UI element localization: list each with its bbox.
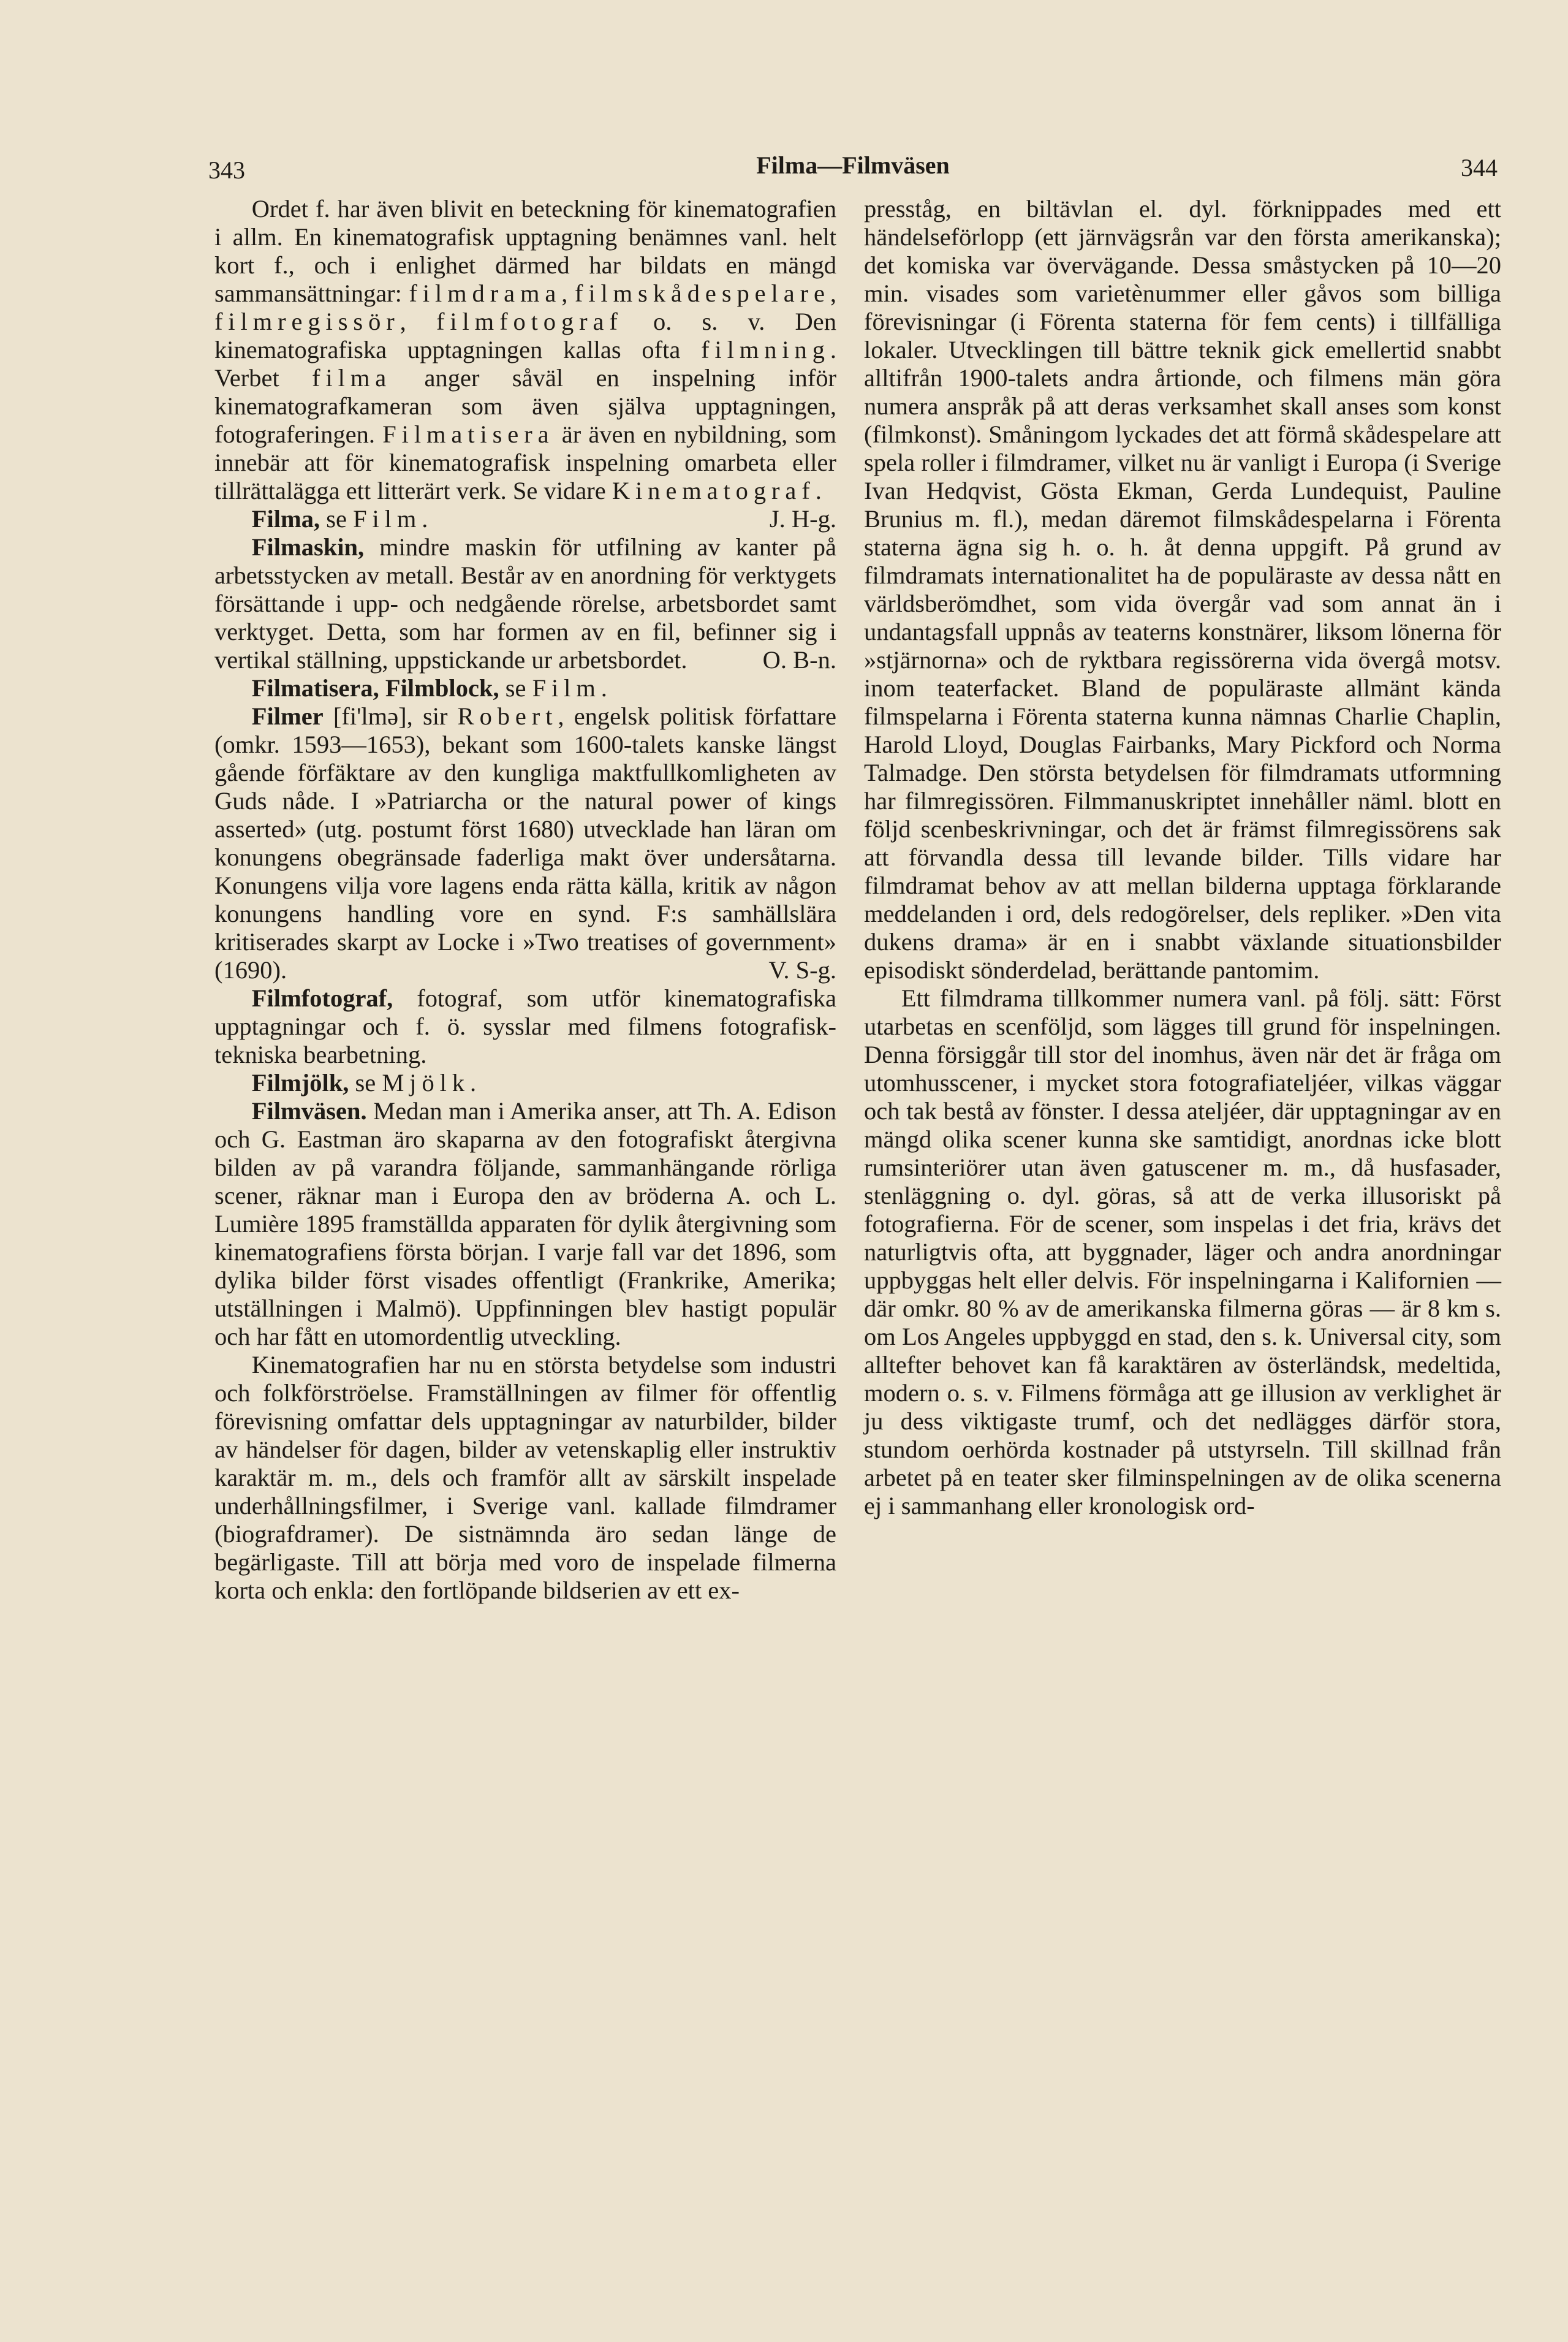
entry-filmaskin bbox=[214, 533, 836, 674]
entry-headword: Filmaskin, bbox=[251, 533, 365, 561]
author-signature: J. H-g. bbox=[769, 505, 836, 533]
entry-headword: Filmer bbox=[251, 702, 324, 730]
text: se bbox=[499, 674, 532, 702]
entry-filmatisera bbox=[214, 674, 836, 702]
paragraph-film-usage bbox=[214, 195, 837, 533]
text: . bbox=[815, 477, 822, 504]
entry-headword: Filmatisera, Filmblock, bbox=[251, 674, 499, 702]
spaced-term: filma bbox=[312, 364, 392, 392]
spaced-name: Robert bbox=[457, 702, 558, 730]
author-signature: V. S-g. bbox=[768, 956, 836, 984]
text: mindre maskin för utfilning av kanter på arbetsstycken av metall. Består av en anordning för verktygets försättande i upp- och nedgående rörelse, arbetsbordet samt verktyget. Detta, som har formen av en fil, befinner sig i vertikal ställning, uppstickande ur arbetsbordet. bbox=[214, 533, 836, 674]
entry-filmer bbox=[214, 702, 836, 984]
cross-reference: Film bbox=[532, 674, 601, 702]
right-column bbox=[864, 195, 1501, 1520]
text: se bbox=[320, 505, 354, 533]
entry-headword: Filmväsen. bbox=[251, 1097, 367, 1125]
page-number-left: 343 bbox=[208, 156, 245, 184]
author-signature: O. B-n. bbox=[762, 646, 836, 674]
entry-filmfotograf bbox=[214, 984, 836, 1069]
text: anger såväl en inspelning inför kinematografkameran som även själva upptagningen, fotograferingen. bbox=[214, 364, 836, 448]
text: , bbox=[830, 279, 836, 307]
entry-filmjolk bbox=[214, 1069, 836, 1097]
text: fotograf, som utför kinematografiska upptagningar och f. ö. sysslar med filmens fotografisk-tekniska bearbetning. bbox=[214, 984, 836, 1068]
text: . Verbet bbox=[214, 336, 836, 392]
cross-reference: Mjölk bbox=[382, 1069, 470, 1097]
text: , bbox=[400, 308, 436, 335]
entry-headword: Filma, bbox=[251, 505, 320, 533]
text: Kinematografien har nu en största betydelse som industri och folkförströelse. Framställningen av filmer för offentlig förevisning omfattar dels upptagningar av naturbilder, bilder av händelser för dagen, bilder av vetenskaplig eller instruktiv karaktär m. m., dels och framför allt av särskilt inspelade underhållningsfilmer, i Sverige vanl. kallade filmdramer (biografdramer). De sistnämnda äro sedan länge de begärligaste. Till att börja med voro de inspelade filmerna korta och enkla: den fortlöpande bildserien av ett ex- bbox=[214, 1351, 836, 1604]
spaced-term: Kinematograf bbox=[612, 477, 816, 504]
paragraph-continuation: presståg, en biltävlan el. dyl. förknippades med ett händelseförlopp (ett järnvägsrån var den första amerikanska); det komiska var övervägande. Dessa småstycken på 10—20 min. visades som varietènummer eller gåvos som billiga förevisningar (i Förenta staterna för fem cents) i tillfälliga lokaler. Utvecklingen till bättre teknik gick emellertid snabbt alltifrån 1900-talets andra årtionde, och filmens män göra numera anspråk på att deras verksamhet skall anses som konst (filmkonst). Småningom lyckades det att förmå skådespelare att spela roller i filmdramer, vilket nu är vanligt i Europa (i Sverige Ivan Hedqvist, Gösta Ekman, Gerda Lundequist, Pauline Brunius m. fl.), medan däremot filmskådespelarna i Förenta staterna ägna sig h. o. h. åt denna uppgift. På grund av filmdramats internationalitet ha de populäraste av dessa nått en världsberömdhet, som vida övergår vad som annat än i undantagsfall uppnås av teaterns konstnärer, liksom lönerna för »stjärnorna» och de ryktbara regissörerna vida övergå motsv. inom teaterfacket. Bland de populäraste allmänt kända filmspelarna i Förenta staterna kunna nämnas Charlie Chaplin, Harold Lloyd, Douglas Fairbanks, Mary Pickford och Norma Talmadge. Den största betydelsen för filmdramats utformning har filmregissören. Filmmanuskriptet innehåller näml. blott en följd scenbeskrivningar, och det är främst filmregissörens sak att förvandla dessa till levande bilder. Tills vidare har filmdramat behov av att mellan bilderna upptaga förklarande meddelanden i ord, dels redogörelser, dels repliker. »Den vita dukens drama» är en i snabbt växlande situationsbilder episodiskt sönderdelad, berättande pantomim. bbox=[864, 195, 1501, 984]
running-title: Filma—Filmväsen bbox=[756, 151, 950, 179]
paragraph-kinematografien bbox=[214, 1351, 836, 1605]
entry-headword: Filmjölk, bbox=[251, 1069, 349, 1097]
entry-filmvasen bbox=[214, 1097, 836, 1351]
text: o. s. v. Den kinematografiska upptagningen kallas ofta bbox=[214, 308, 837, 363]
spaced-term: filmregissör bbox=[214, 308, 400, 335]
paragraph-filmdrama-production: Ett filmdrama tillkommer numera vanl. på följ. sätt: Först utarbetas en scenföljd, som lägges till grund för inspelningen. Denna försiggår till stor del inomhus, även när det är fråga om utomhusscener, i mycket stora fotografiateljéer, vilkas väggar och tak bestå av fönster. I dessa ateljéer, där upptagningar av en mängd olika scener kunna ske samtidigt, anordnas icke blott rumsinteriörer utan även gatuscener m. m., då husfasader, stenläggning o. dyl. göras, så att de verka illusoriskt på fotografierna. För de scener, som inspelas i det fria, krävs det naturligtvis ofta, att byggnader, läger och andra anordningar uppbyggas helt eller delvis. För inspelningarna i Kalifornien — där omkr. 80 % av de amerikanska filmerna göras — är 8 km s. om Los Angeles uppbyggd en stad, den s. k. Universal city, som alltefter behovet kan få karaktären av österländsk, medeltida, modern o. s. v. Filmens förmåga att ge illusion av verklighet är ju dess viktigaste trumf, och det nedlägges därför stora, stundom oerhörda kostnader på utstyrseln. Till skillnad från arbetet på en teater sker filminspelningen av de olika scenerna ej i sammanhang eller kronologisk ord- bbox=[864, 984, 1501, 1519]
text: se bbox=[349, 1069, 382, 1097]
spaced-term: filmskådespelare bbox=[574, 279, 830, 307]
spaced-term: filmdrama bbox=[409, 279, 562, 307]
page-header bbox=[208, 147, 1498, 190]
text: Ordet f. har även blivit en beteckning för kinematografien i allm. En kinematografisk upptagning benämnes vanl. helt kort f., och i enlighet därmed har bildats en mängd sammansättningar: bbox=[214, 195, 836, 307]
entry-headword: Filmfotograf, bbox=[251, 984, 393, 1012]
page-number-right: 344 bbox=[1461, 154, 1498, 181]
left-column bbox=[214, 195, 836, 1605]
text: , engelsk politisk författare (omkr. 1593—1653), bekant som 1600-talets kanske längst gående förfäktare av den kungliga maktfullkomligheten av Guds nåde. I »Patriarcha or the natural power of kings asserted» (utg. postumt först 1680) utvecklade han läran om konungens obegränsade faderliga makt över undersåtarna. Konungens vilja vore lagens enda rätta källa, kritik av någon konungens handling vore en synd. F:s samhällslära kritiserades skarpt av Locke i »Two treatises of government» (1690). bbox=[214, 702, 836, 984]
text: . bbox=[422, 505, 428, 533]
cross-reference: Film bbox=[353, 505, 422, 533]
text: [fi'lmə], sir bbox=[323, 702, 458, 730]
spaced-term: filmfotograf bbox=[436, 308, 623, 335]
spaced-term: Filmatisera bbox=[382, 420, 555, 448]
spaced-term: filmning bbox=[701, 336, 830, 363]
text: . bbox=[600, 674, 607, 702]
text: , bbox=[561, 279, 575, 307]
text: är även en nybildning, som innebär att för kinematografisk inspelning omarbeta eller tillrättalägga ett litterärt verk. Se vidare bbox=[214, 420, 836, 504]
text: Medan man i Amerika anser, att Th. A. Edison och G. Eastman äro skaparna av den fotografiskt återgivna bilden av på varandra följande, sammanhängande rörliga scener, räknar man i Europa den av bröderna A. och L. Lumière 1895 framställda apparaten för dylik återgivning som kinematografiens första början. I varje fall var det 1896, som dylika bilder först visades offentligt (Frankrike, Amerika; utställningen i Malmö). Uppfinningen blev hastigt populär och har fått en utomordentlig utveckling. bbox=[214, 1097, 836, 1350]
text: . bbox=[469, 1069, 477, 1097]
